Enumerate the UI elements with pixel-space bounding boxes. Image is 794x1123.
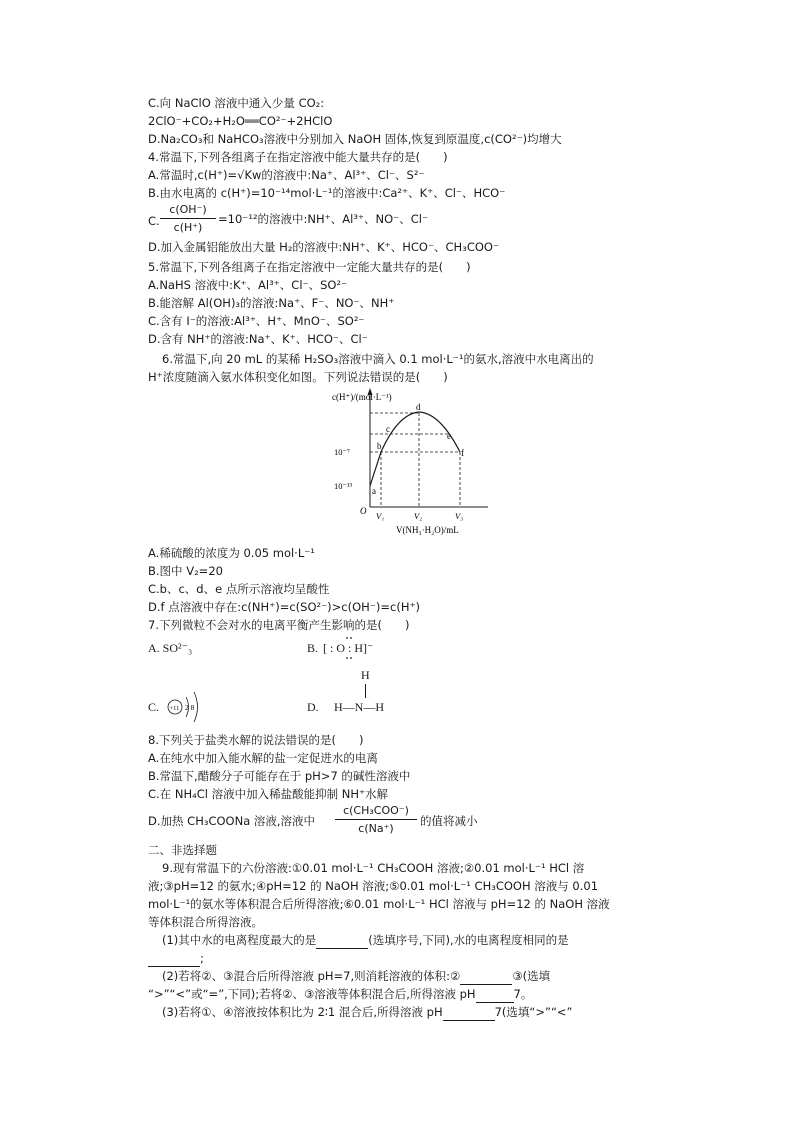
q9-part1-line2 bbox=[148, 951, 204, 967]
q8-option-d-suffix: 的值将减小 bbox=[420, 814, 478, 828]
q9-part1-text-a: (1)其中水的电离程度最大的是 bbox=[162, 933, 317, 947]
q7-option-c-prefix: C. bbox=[148, 700, 160, 714]
point-a: a bbox=[372, 486, 376, 496]
q5-stem: 5.常温下,下列各组离子在指定溶液中一定能大量共存的是( ) bbox=[148, 260, 471, 274]
q9-part2-text-c: “>”“<”或“=”,下同);若将②、③溶液等体积混合后,所得溶液 pH bbox=[148, 987, 476, 1001]
q8-d-numerator: c(CH₃COO⁻) bbox=[343, 804, 409, 817]
q7-stem: 7.下列微粒不会对水的电离平衡产生影响的是( ) bbox=[148, 618, 410, 632]
q9-part2-line2 bbox=[148, 987, 532, 1003]
q4-c-numerator: c(OH⁻) bbox=[169, 203, 207, 216]
point-d: d bbox=[416, 402, 421, 412]
q3-option-c-equation: 2ClO⁻+CO₂+H₂O══CO²⁻+2HClO bbox=[148, 114, 333, 128]
q6-option-a: A.稀硫酸的浓度为 0.05 mol·L⁻¹ bbox=[148, 546, 315, 560]
q9-part1-blank-1[interactable] bbox=[316, 933, 368, 949]
xtick-v1: V₁ bbox=[376, 511, 385, 521]
origin-label: O bbox=[360, 506, 367, 516]
q8-option-b: B.常温下,醋酸分子可能存在于 pH>7 的碱性溶液中 bbox=[148, 769, 411, 783]
q9-stem-1: 9.现有常温下的六份溶液:①0.01 mol·L⁻¹ CH₃COOH 溶液;②0.01 mol·L⁻¹ HCl 溶 bbox=[162, 861, 585, 875]
q9-stem-2: 液;③pH=12 的氨水;④pH=12 的 NaOH 溶液;⑤0.01 mol·L⁻¹ CH₃COOH 溶液与 0.01 bbox=[148, 879, 599, 893]
q3-option-d: D.Na₂CO₃和 NaHCO₃溶液中分别加入 NaOH 固体,恢复到原温度,c(CO²⁻)均增大 bbox=[148, 132, 562, 146]
q9-stem-4: 等体积混合所得溶液。 bbox=[148, 915, 263, 929]
q9-part1-text-b: (选填序号,下同),水的电离程度相同的是 bbox=[368, 933, 569, 947]
q4-c-fraction-bar bbox=[160, 218, 216, 219]
q9-part3-text-a: (3)若将①、④溶液按体积比为 2∶1 混合后,所得溶液 pH bbox=[162, 1005, 443, 1019]
q9-part3-blank-1[interactable] bbox=[443, 1005, 495, 1021]
q4-option-c-prefix: C. bbox=[148, 214, 160, 228]
q5-option-d: D.含有 NH⁺的溶液:Na⁺、K⁺、HCO⁻、Cl⁻ bbox=[148, 332, 368, 346]
q6-option-c: C.b、c、d、e 点所示溶液均呈酸性 bbox=[148, 582, 330, 596]
nucleus-charge: +11 bbox=[169, 705, 180, 712]
q9-part2-text-a: (2)若将②、③混合后所得溶液 pH=7,则消耗溶液的体积:② bbox=[162, 969, 461, 983]
q7-option-b-structure: [ : O : H]⁻ bbox=[323, 641, 374, 655]
shell-electrons: 2 8 bbox=[185, 703, 195, 712]
q7-d-bond bbox=[365, 684, 366, 698]
q8-option-a: A.在纯水中加入能水解的盐一定促进水的电离 bbox=[148, 751, 378, 765]
q9-part2-text-b: ③(选填 bbox=[512, 969, 551, 983]
point-f: f bbox=[461, 448, 464, 458]
q9-part1-semicolon: ; bbox=[200, 951, 204, 965]
ytick-1e-7: 10⁻⁷ bbox=[334, 447, 350, 457]
point-e: e bbox=[447, 431, 451, 441]
q4-stem: 4.常温下,下列各组离子在指定溶液中能大量共存的是( ) bbox=[148, 150, 448, 164]
q9-part3 bbox=[162, 1005, 573, 1021]
xtick-v3: V₃ bbox=[455, 511, 464, 521]
q6-stem-cont: H⁺浓度随滴入氨水体积变化如图。下列说法错误的是( ) bbox=[148, 370, 448, 384]
q9-part1-blank-2[interactable] bbox=[148, 951, 200, 967]
q6-option-b: B.图中 V₂=20 bbox=[148, 564, 223, 578]
section-title-nonchoice: 二、非选择题 bbox=[148, 843, 217, 857]
q8-option-d-prefix: D.加热 CH₃COONa 溶液,溶液中 bbox=[148, 814, 316, 828]
q6-stem: 6.常温下,向 20 mL 的某稀 H₂SO₃溶液中滴入 0.1 mol·L⁻¹的氨水,溶液中水电离出的 bbox=[162, 352, 594, 366]
curve bbox=[370, 412, 460, 486]
point-c: c bbox=[386, 424, 390, 434]
q8-d-fraction-bar bbox=[335, 819, 417, 820]
q5-option-c: C.含有 I⁻的溶液:Al³⁺、H⁺、MnO⁻、SO²⁻ bbox=[148, 314, 365, 328]
q3-option-c: C.向 NaClO 溶液中通入少量 CO₂: bbox=[148, 96, 325, 110]
q4-c-denominator: c(H⁺) bbox=[173, 221, 203, 234]
sodium-ion-structure bbox=[164, 686, 214, 728]
lone-pair-dots bbox=[340, 636, 360, 662]
q9-part2-blank-2[interactable] bbox=[476, 987, 514, 1003]
q5-option-b: B.能溶解 Al(OH)₃的溶液:Na⁺、F⁻、NO⁻、NH⁺ bbox=[148, 296, 395, 310]
q7-option-b-prefix: B. bbox=[307, 641, 319, 655]
q8-option-c: C.在 NH₄Cl 溶液中加入稀盐酸能抑制 NH⁺水解 bbox=[148, 787, 389, 801]
q9-part1 bbox=[162, 933, 569, 949]
graph-ylabel: c(H⁺)/(mol·L⁻¹) bbox=[332, 392, 392, 402]
ytick-1e-13: 10⁻¹³ bbox=[334, 481, 353, 491]
q7-option-d-row: H—N—H bbox=[334, 700, 384, 714]
graph-xlabel: V(NH₃·H₂O)/mL bbox=[396, 525, 459, 535]
q6-graph bbox=[330, 386, 500, 538]
q4-option-c-text: =10⁻¹²的溶液中:NH⁺、Al³⁺、NO⁻、Cl⁻ bbox=[218, 212, 429, 226]
q9-part3-text-b: 7(选填“>”“<” bbox=[494, 1005, 573, 1019]
q5-option-a: A.NaHS 溶液中:K⁺、Al³⁺、Cl⁻、SO²⁻ bbox=[148, 278, 348, 292]
q8-stem: 8.下列关于盐类水解的说法错误的是( ) bbox=[148, 733, 364, 747]
q4-option-d: D.加入金属铝能放出大量 H₂的溶液中:NH⁺、K⁺、HCO⁻、CH₃COO⁻ bbox=[148, 240, 500, 254]
q4-option-a: A.常温时,c(H⁺)=√Kw的溶液中:Na⁺、Al³⁺、Cl⁻、S²⁻ bbox=[148, 168, 425, 182]
q9-part2 bbox=[162, 969, 550, 985]
q9-part2-blank-1[interactable] bbox=[460, 969, 512, 985]
q7-option-d-top-h: H bbox=[361, 668, 370, 682]
q6-option-d: D.f 点溶液中存在:c(NH⁺)=c(SO²⁻)>c(OH⁻)=c(H⁺) bbox=[148, 600, 421, 614]
point-b: b bbox=[377, 441, 382, 451]
q7-option-a: A. SO²⁻₃ bbox=[148, 641, 193, 655]
q9-stem-3: mol·L⁻¹的氨水等体积混合后所得溶液;⑥0.01 mol·L⁻¹ HCl 溶液与 pH=12 的 NaOH 溶液 bbox=[148, 897, 610, 911]
xtick-v2: V₂ bbox=[414, 511, 423, 521]
q9-part2-text-d: 7。 bbox=[513, 987, 533, 1001]
q4-option-b: B.由水电离的 c(H⁺)=10⁻¹⁴mol·L⁻¹的溶液中:Ca²⁺、K⁺、Cl⁻、HCO⁻ bbox=[148, 186, 506, 200]
q7-option-d-prefix: D. bbox=[307, 700, 319, 714]
q8-d-denominator: c(Na⁺) bbox=[358, 822, 394, 835]
